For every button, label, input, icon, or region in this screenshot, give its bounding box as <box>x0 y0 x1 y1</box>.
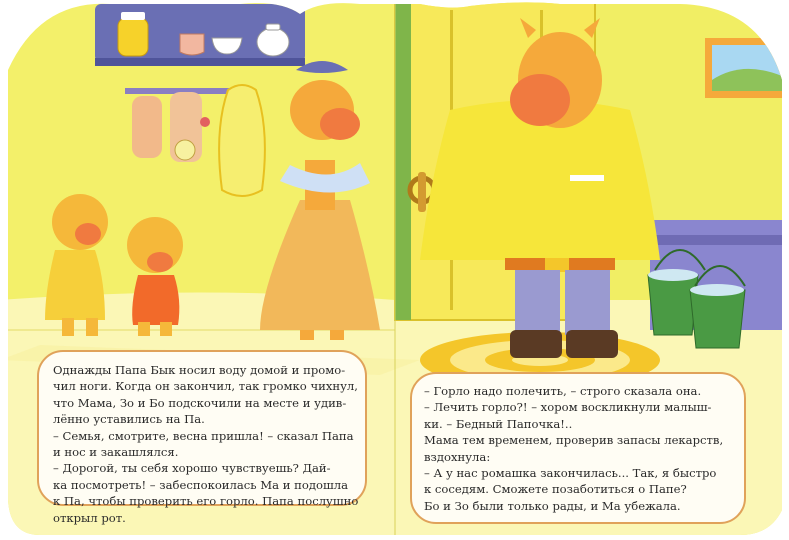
jar-icon <box>118 12 148 56</box>
story-line: открыл рот. <box>53 510 126 525</box>
story-line: чил ноги. Когда он закончил, так громко чихнул, <box>53 379 358 394</box>
story-line: ка посмотреть! – забеспокоилась Ма и подошла <box>53 477 349 492</box>
story-line: – Лечить горло?! – хором воскликнули малыш- <box>424 400 712 415</box>
story-line: Однажды Папа Бык носил воду домой и промо- <box>53 363 346 377</box>
picture-frame-icon <box>705 38 785 98</box>
story-line: – Семья, смотрите, весна пришла! – сказал Папа <box>53 428 354 443</box>
story-line: Бо и Зо были только рады, и Ма убежала. <box>424 498 681 513</box>
story-line: к Па, чтобы проверить его горло. Папа послушно <box>53 494 359 509</box>
story-line: и нос и закашлялся. <box>53 445 179 460</box>
story-text-right <box>410 372 746 524</box>
story-text-left <box>37 350 367 525</box>
zo-calf <box>45 194 108 336</box>
story-line: ки. – Бедный Папочка!.. <box>424 416 573 431</box>
story-line: – Горло надо полечить, – строго сказала она. <box>424 384 702 398</box>
story-line: Мама тем временем, проверив запасы лекарств, <box>424 433 724 448</box>
story-line: к соседям. Сможете позаботиться о Папе? <box>424 482 687 497</box>
kitchen-shelf <box>95 4 305 66</box>
story-line: – Дорогой, ты себя хорошо чувствуешь? Дай- <box>53 461 331 476</box>
story-line: лённо уставились на Па. <box>53 412 205 427</box>
story-line: вздохнула: <box>424 449 491 464</box>
story-line: – А у нас ромашка закончилась... Так, я быстро <box>424 466 717 481</box>
towel-icon <box>219 85 265 196</box>
story-line: что Мама, Зо и Бо подскочили на месте и удив- <box>53 395 347 410</box>
